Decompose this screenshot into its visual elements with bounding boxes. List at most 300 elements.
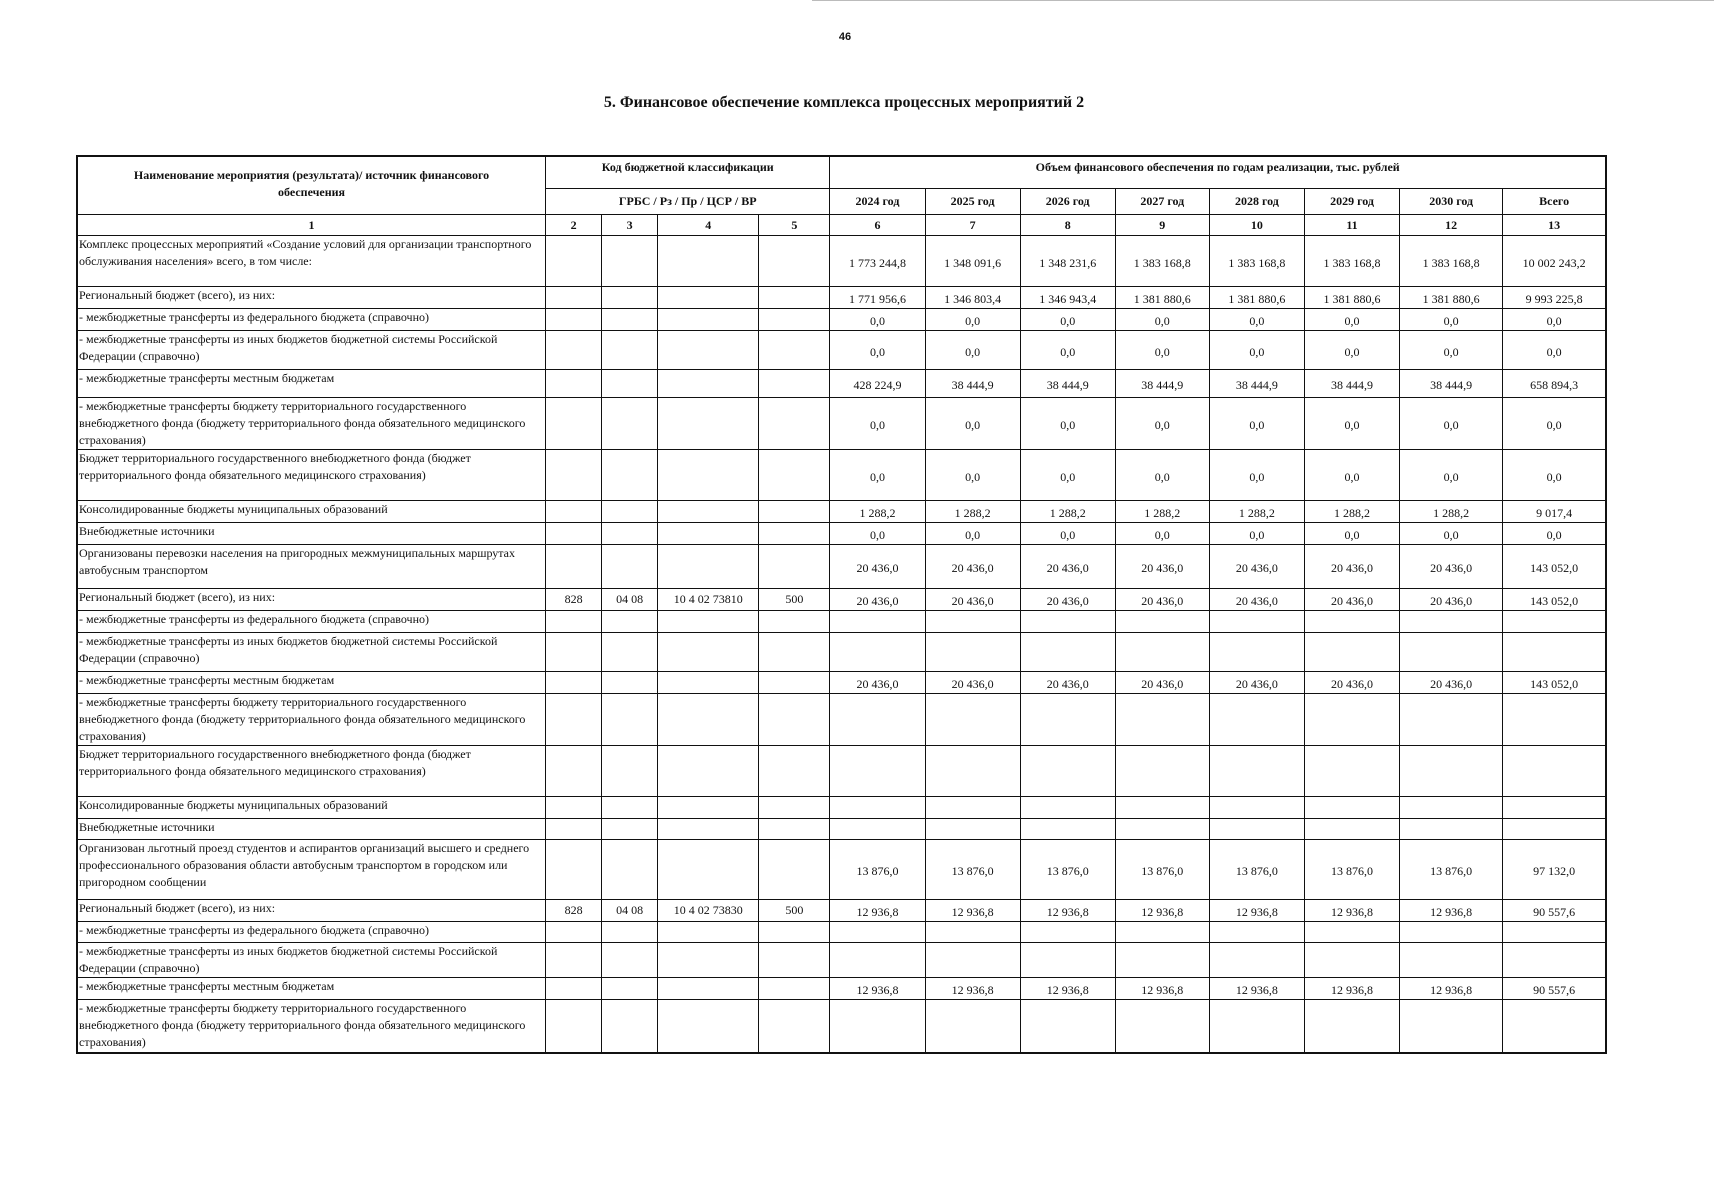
value-text: 38 444,9 — [951, 378, 994, 392]
value-year — [925, 819, 1020, 840]
value-text: 1 288,2 — [954, 506, 991, 520]
code-grbs: 828 — [546, 589, 602, 611]
column-number: 8 — [1020, 215, 1115, 236]
code-grbs — [546, 819, 602, 840]
value-text: 1 771 956,6 — [848, 292, 906, 306]
value-year — [925, 900, 1020, 922]
table-row — [77, 331, 1606, 370]
code-grbs — [546, 943, 602, 978]
value-text: 1 288,2 — [1144, 506, 1181, 520]
value-text: 20 436,0 — [1430, 561, 1473, 575]
column-number: 1 — [77, 215, 546, 236]
header-year-2030: 2030 год — [1400, 189, 1503, 215]
value-text: 20 436,0 — [1046, 677, 1089, 691]
value-year — [1304, 900, 1399, 922]
code-vr — [759, 672, 830, 694]
value-year — [1020, 523, 1115, 545]
value-text: 20 436,0 — [1235, 594, 1278, 608]
value-year — [1020, 900, 1115, 922]
header-year-2025: 2025 год — [925, 189, 1020, 215]
value-text: 0,0 — [1060, 344, 1076, 359]
code-vr — [759, 398, 830, 450]
table-row — [77, 797, 1606, 819]
value-text: 12 936,8 — [1331, 905, 1374, 919]
value-year — [1020, 589, 1115, 611]
value-year — [1400, 331, 1503, 370]
code-csr — [658, 501, 759, 523]
value-total — [1503, 287, 1606, 309]
value-text: 20 436,0 — [1331, 594, 1374, 608]
value-total — [1503, 501, 1606, 523]
value-text: 90 557,6 — [1533, 905, 1576, 919]
table-row — [77, 370, 1606, 398]
value-text: 10 002 243,2 — [1522, 255, 1586, 270]
value-year — [1304, 819, 1399, 840]
row-name: - межбюджетные трансферты из иных бюджетов бюджетной системы Российской Федерации (справочно) — [77, 331, 546, 370]
value-year — [1400, 523, 1503, 545]
code-rz-pr — [602, 797, 658, 819]
value-text: 12 936,8 — [1046, 905, 1089, 919]
row-name: - межбюджетные трансферты из федерального бюджета (справочно) — [77, 611, 546, 633]
value-text: 0,0 — [1249, 344, 1265, 359]
value-text: 0,0 — [1344, 344, 1360, 359]
value-year — [1115, 922, 1209, 943]
page-number: 46 — [838, 31, 852, 43]
column-number: 13 — [1503, 215, 1606, 236]
code-grbs — [546, 287, 602, 309]
value-year — [830, 746, 925, 797]
value-year — [1209, 978, 1304, 1000]
code-rz-pr — [602, 943, 658, 978]
code-vr — [759, 978, 830, 1000]
value-text: 38 444,9 — [1141, 378, 1184, 392]
value-year — [1020, 545, 1115, 589]
value-text: 12 936,8 — [1235, 905, 1278, 919]
value-text: 0,0 — [1344, 469, 1360, 484]
value-year — [925, 840, 1020, 900]
value-year — [925, 943, 1020, 978]
value-year — [1209, 1000, 1304, 1053]
value-year — [1020, 746, 1115, 797]
value-year — [925, 545, 1020, 589]
value-year — [1115, 694, 1209, 746]
code-csr — [658, 398, 759, 450]
code-csr — [658, 840, 759, 900]
value-year — [830, 589, 925, 611]
header-name: Наименование мероприятия (результата)/ источник финансового обеспечения — [77, 156, 546, 215]
value-year — [1020, 840, 1115, 900]
value-year — [1115, 589, 1209, 611]
value-text: 0,0 — [1344, 314, 1360, 328]
value-total — [1503, 589, 1606, 611]
value-text: 12 936,8 — [1141, 905, 1184, 919]
value-year — [1400, 1000, 1503, 1053]
value-year — [1400, 900, 1503, 922]
value-year — [1304, 309, 1399, 331]
value-text: 0,0 — [869, 528, 885, 542]
table-row — [77, 545, 1606, 589]
value-text: 0,0 — [1546, 344, 1562, 359]
code-rz-pr — [602, 746, 658, 797]
code-rz-pr: 04 08 — [602, 900, 658, 922]
value-text: 1 383 168,8 — [1323, 255, 1381, 270]
value-total — [1503, 840, 1606, 900]
code-grbs — [546, 746, 602, 797]
code-rz-pr: 04 08 — [602, 589, 658, 611]
code-vr — [759, 236, 830, 287]
code-vr — [759, 943, 830, 978]
value-total — [1503, 900, 1606, 922]
value-total — [1503, 370, 1606, 398]
table-row — [77, 287, 1606, 309]
code-rz-pr — [602, 545, 658, 589]
value-total — [1503, 943, 1606, 978]
code-rz-pr — [602, 1000, 658, 1053]
value-year — [1304, 797, 1399, 819]
value-year — [1020, 287, 1115, 309]
code-rz-pr — [602, 633, 658, 672]
code-grbs: 828 — [546, 900, 602, 922]
value-year — [1304, 672, 1399, 694]
value-year — [1400, 978, 1503, 1000]
value-year — [1115, 943, 1209, 978]
code-csr — [658, 611, 759, 633]
header-year-2024: 2024 год — [830, 189, 925, 215]
code-grbs — [546, 672, 602, 694]
value-text: 0,0 — [965, 469, 981, 484]
value-year — [1020, 672, 1115, 694]
code-vr — [759, 633, 830, 672]
code-grbs — [546, 840, 602, 900]
table-row — [77, 450, 1606, 501]
row-name: - межбюджетные трансферты бюджету территориального государственного внебюджетного фонда (бюджету территориального фонда обязательного медицинского страхования) — [77, 1000, 546, 1053]
row-name: Консолидированные бюджеты муниципальных образований — [77, 797, 546, 819]
value-year — [1209, 943, 1304, 978]
code-csr: 10 4 02 73830 — [658, 900, 759, 922]
value-text: 12 936,8 — [856, 905, 899, 919]
code-vr — [759, 331, 830, 370]
value-year — [1020, 1000, 1115, 1053]
header-year-2027: 2027 год — [1115, 189, 1209, 215]
value-year — [1400, 746, 1503, 797]
code-csr — [658, 309, 759, 331]
value-text: 20 436,0 — [1046, 561, 1089, 575]
value-text: 13 876,0 — [1331, 864, 1374, 878]
value-year — [1400, 633, 1503, 672]
value-text: 12 936,8 — [856, 983, 899, 997]
value-text: 1 381 880,6 — [1323, 292, 1381, 306]
value-text: 143 052,0 — [1530, 561, 1579, 575]
value-year — [1304, 398, 1399, 450]
value-text: 20 436,0 — [1331, 677, 1374, 691]
financing-table-wrapper — [76, 155, 1607, 1054]
table-row — [77, 943, 1606, 978]
code-csr — [658, 978, 759, 1000]
value-text: 0,0 — [1443, 418, 1459, 432]
value-text: 20 436,0 — [1141, 677, 1184, 691]
code-vr — [759, 840, 830, 900]
top-rule — [812, 0, 1714, 1]
value-year — [1209, 287, 1304, 309]
code-vr — [759, 287, 830, 309]
value-year — [1304, 236, 1399, 287]
row-name: Консолидированные бюджеты муниципальных образований — [77, 501, 546, 523]
code-grbs — [546, 797, 602, 819]
row-name: - межбюджетные трансферты из федерального бюджета (справочно) — [77, 922, 546, 943]
row-name: - межбюджетные трансферты бюджету территориального государственного внебюджетного фонда (бюджету территориального фонда обязательного медицинского страхования) — [77, 398, 546, 450]
value-year — [1020, 611, 1115, 633]
value-text: 0,0 — [1154, 469, 1170, 484]
value-year — [1400, 287, 1503, 309]
value-text: 1 288,2 — [859, 506, 896, 520]
value-text: 0,0 — [1443, 314, 1459, 328]
value-year — [925, 797, 1020, 819]
value-year — [1304, 331, 1399, 370]
code-csr — [658, 287, 759, 309]
value-year — [1304, 694, 1399, 746]
code-csr — [658, 236, 759, 287]
value-year — [1020, 450, 1115, 501]
value-year — [1209, 398, 1304, 450]
row-name: Бюджет территориального государственного внебюджетного фонда (бюджет территориального фонда обязательного медицинского страхования) — [77, 450, 546, 501]
value-text: 12 936,8 — [1046, 983, 1089, 997]
value-year — [1115, 797, 1209, 819]
value-text: 0,0 — [1060, 314, 1076, 328]
value-year — [1304, 589, 1399, 611]
table-row — [77, 398, 1606, 450]
value-text: 0,0 — [965, 528, 981, 542]
value-total — [1503, 398, 1606, 450]
value-text: 12 936,8 — [1430, 905, 1473, 919]
value-year — [1020, 331, 1115, 370]
value-year — [925, 589, 1020, 611]
row-name: Внебюджетные источники — [77, 819, 546, 840]
value-year — [830, 978, 925, 1000]
code-rz-pr — [602, 331, 658, 370]
value-year — [925, 633, 1020, 672]
value-year — [1209, 611, 1304, 633]
value-year — [925, 672, 1020, 694]
code-csr — [658, 694, 759, 746]
header-volume-group: Объем финансового обеспечения по годам реализации, тыс. рублей — [830, 156, 1606, 189]
table-row — [77, 922, 1606, 943]
value-year — [1020, 943, 1115, 978]
value-year — [925, 236, 1020, 287]
value-total — [1503, 797, 1606, 819]
value-text: 0,0 — [965, 314, 981, 328]
table-row — [77, 978, 1606, 1000]
value-year — [830, 287, 925, 309]
column-number-row — [77, 215, 1606, 236]
value-year — [1115, 672, 1209, 694]
value-text: 1 383 168,8 — [1422, 255, 1480, 270]
value-text: 20 436,0 — [951, 677, 994, 691]
value-year — [1209, 746, 1304, 797]
value-text: 1 381 880,6 — [1422, 292, 1480, 306]
value-year — [830, 922, 925, 943]
value-text: 12 936,8 — [951, 983, 994, 997]
row-name: Бюджет территориального государственного внебюджетного фонда (бюджет территориального фонда обязательного медицинского страхования) — [77, 746, 546, 797]
column-number: 3 — [602, 215, 658, 236]
code-csr — [658, 370, 759, 398]
value-year — [1304, 545, 1399, 589]
value-year — [1209, 840, 1304, 900]
value-text: 0,0 — [1154, 344, 1170, 359]
value-year — [1400, 922, 1503, 943]
value-text: 0,0 — [1249, 418, 1265, 432]
value-text: 1 346 943,4 — [1039, 292, 1097, 306]
value-year — [1209, 900, 1304, 922]
value-text: 20 436,0 — [1430, 677, 1473, 691]
value-year — [1400, 545, 1503, 589]
value-text: 0,0 — [1154, 314, 1170, 328]
value-text: 13 876,0 — [1235, 864, 1278, 878]
code-rz-pr — [602, 523, 658, 545]
value-text: 1 383 168,8 — [1133, 255, 1191, 270]
value-text: 9 993 225,8 — [1525, 292, 1583, 306]
code-grbs — [546, 501, 602, 523]
value-year — [1020, 309, 1115, 331]
value-text: 0,0 — [1546, 528, 1562, 542]
value-text: 20 436,0 — [856, 594, 899, 608]
value-text: 13 876,0 — [856, 864, 899, 878]
value-year — [830, 523, 925, 545]
column-number: 11 — [1304, 215, 1399, 236]
value-total — [1503, 331, 1606, 370]
value-text: 12 936,8 — [1235, 983, 1278, 997]
value-year — [1304, 1000, 1399, 1053]
value-text: 0,0 — [869, 314, 885, 328]
table-row — [77, 501, 1606, 523]
value-total — [1503, 523, 1606, 545]
header-total: Всего — [1503, 189, 1606, 215]
row-name: Организованы перевозки населения на пригородных межмуниципальных маршрутах автобусным транспортом — [77, 545, 546, 589]
value-text: 20 436,0 — [951, 561, 994, 575]
value-text: 20 436,0 — [1046, 594, 1089, 608]
value-year — [1209, 922, 1304, 943]
value-text: 20 436,0 — [1141, 594, 1184, 608]
value-text: 1 773 244,8 — [848, 255, 906, 270]
value-year — [830, 840, 925, 900]
value-year — [1400, 943, 1503, 978]
value-text: 20 436,0 — [951, 594, 994, 608]
code-csr — [658, 943, 759, 978]
value-year — [925, 501, 1020, 523]
value-year — [1115, 819, 1209, 840]
value-year — [1209, 545, 1304, 589]
code-grbs — [546, 633, 602, 672]
value-text: 0,0 — [1154, 418, 1170, 432]
code-csr — [658, 633, 759, 672]
row-name: Региональный бюджет (всего), из них: — [77, 900, 546, 922]
code-vr — [759, 746, 830, 797]
value-year — [830, 370, 925, 398]
header-year-2026: 2026 год — [1020, 189, 1115, 215]
value-text: 0,0 — [1546, 469, 1562, 484]
value-text: 0,0 — [1060, 418, 1076, 432]
row-name: - межбюджетные трансферты местным бюджетам — [77, 672, 546, 694]
value-text: 13 876,0 — [1141, 864, 1184, 878]
value-total — [1503, 978, 1606, 1000]
table-row — [77, 236, 1606, 287]
value-year — [1115, 309, 1209, 331]
value-year — [1400, 840, 1503, 900]
value-text: 0,0 — [1344, 528, 1360, 542]
value-year — [830, 611, 925, 633]
code-csr: 10 4 02 73810 — [658, 589, 759, 611]
code-rz-pr — [602, 819, 658, 840]
value-text: 20 436,0 — [1331, 561, 1374, 575]
value-text: 0,0 — [1443, 469, 1459, 484]
value-total — [1503, 672, 1606, 694]
value-year — [925, 450, 1020, 501]
value-total — [1503, 1000, 1606, 1053]
value-year — [1020, 797, 1115, 819]
value-text: 20 436,0 — [1235, 677, 1278, 691]
code-grbs — [546, 694, 602, 746]
value-text: 1 381 880,6 — [1133, 292, 1191, 306]
value-text: 9 017,4 — [1536, 506, 1573, 520]
row-name: - межбюджетные трансферты из федерального бюджета (справочно) — [77, 309, 546, 331]
value-year — [830, 450, 925, 501]
value-text: 143 052,0 — [1530, 594, 1579, 608]
value-total — [1503, 633, 1606, 672]
value-year — [925, 398, 1020, 450]
code-csr — [658, 746, 759, 797]
value-year — [1304, 450, 1399, 501]
value-year — [1020, 501, 1115, 523]
code-vr — [759, 797, 830, 819]
value-year — [1400, 694, 1503, 746]
value-year — [1304, 633, 1399, 672]
code-vr: 500 — [759, 900, 830, 922]
value-text: 90 557,6 — [1533, 983, 1576, 997]
value-year — [1400, 398, 1503, 450]
value-year — [1209, 450, 1304, 501]
code-csr — [658, 523, 759, 545]
value-year — [1020, 236, 1115, 287]
table-row — [77, 694, 1606, 746]
value-text: 0,0 — [1344, 418, 1360, 432]
value-total — [1503, 236, 1606, 287]
code-grbs — [546, 545, 602, 589]
code-grbs — [546, 236, 602, 287]
header-code-group: Код бюджетной классификации — [546, 156, 830, 189]
code-rz-pr — [602, 672, 658, 694]
code-csr — [658, 331, 759, 370]
column-number: 5 — [759, 215, 830, 236]
value-year — [1115, 287, 1209, 309]
value-year — [1115, 840, 1209, 900]
value-year — [1115, 398, 1209, 450]
column-number: 12 — [1400, 215, 1503, 236]
code-vr — [759, 694, 830, 746]
value-text: 20 436,0 — [1235, 561, 1278, 575]
financing-table — [76, 155, 1607, 1054]
value-year — [1115, 978, 1209, 1000]
code-csr — [658, 545, 759, 589]
value-year — [830, 633, 925, 672]
value-year — [925, 1000, 1020, 1053]
value-year — [1209, 236, 1304, 287]
value-text: 0,0 — [965, 418, 981, 432]
value-year — [1400, 819, 1503, 840]
value-year — [1209, 672, 1304, 694]
value-text: 428 224,9 — [853, 378, 902, 392]
row-name: - межбюджетные трансферты из иных бюджетов бюджетной системы Российской Федерации (справочно) — [77, 943, 546, 978]
value-year — [1020, 922, 1115, 943]
value-text: 0,0 — [1443, 528, 1459, 542]
